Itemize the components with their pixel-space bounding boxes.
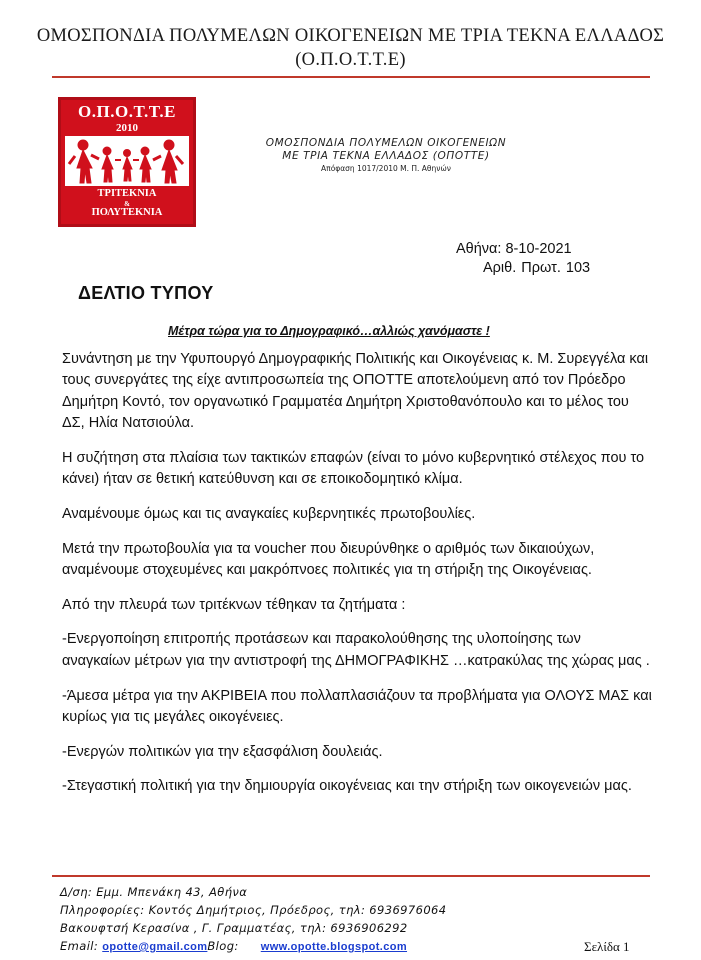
org-line1: ΟΜΟΣΠΟΝΔΙΑ ΠΟΛΥΜΕΛΩΝ ΟΙΚΟΓΕΝΕΙΩΝ	[265, 137, 507, 149]
document-header	[0, 24, 701, 72]
footer-contact	[60, 937, 660, 956]
protocol-number: Αριθ. Πρωτ. 103	[483, 260, 591, 276]
body-paragraph: -Άμεσα μέτρα για την ΑΚΡΙΒΕΙΑ που πολλαπλασιάζουν τα προβλήματα για ΟΛΟΥΣ ΜΑΣ και κυρίως για τις μεγάλες οικογένειες.	[62, 687, 652, 725]
press-release-body	[62, 349, 652, 811]
header-title-line1: ΟΜΟΣΠΟΝΔΙΑ ΠΟΛΥΜΕΛΩΝ ΟΙΚΟΓΕΝΕΙΩΝ ΜΕ ΤΡΙΑ ΤΕΚΝΑ ΕΛΛΑΔΟΣ	[36, 26, 665, 46]
page-number: Σελίδα 1	[584, 939, 630, 954]
footer-info: Πληροφορίες: Κοντός Δημήτριος, Πρόεδρος, τηλ: 6936976064	[60, 903, 447, 917]
email-label: Email:	[60, 939, 103, 953]
body-paragraph: Μετά την πρωτοβουλία για τα voucher που διευρύνθηκε ο αριθμός των δικαιούχων, αναμένουμε στοχευμένες και μακρόπνοες πολιτικές για τη στήριξη της Οικογένειας.	[62, 540, 595, 578]
logo-line2: ΠΟΛΥΤΕΚΝΙΑ	[91, 207, 163, 218]
body-paragraph: -Ενεργοποίηση επιτροπής προτάσεων και παρακολούθησης της υλοποίησης των αναγκαίων μέτρων για την αντιστροφή της ΔΗΜΟΓΡΑΦΙΚΗΣ …κατρακύλας της χώρας μας .	[62, 631, 650, 669]
organization-letterhead	[236, 137, 536, 173]
body-paragraph: Από την πλευρά των τριτέκνων τέθηκαν τα ζητήματα :	[62, 596, 406, 613]
footer-address: Δ/ση: Εμμ. Μπενάκη 43, Αθήνα	[60, 885, 248, 899]
email-link[interactable]: opotte@gmail.com	[102, 941, 208, 953]
header-divider	[52, 76, 650, 78]
document-footer	[60, 883, 660, 956]
family-figures-icon	[65, 136, 189, 186]
org-decision: Απόφαση 1017/2010 Μ. Π. Αθηνών	[321, 164, 451, 173]
body-paragraph: Αναμένουμε όμως και τις αναγκαίες κυβερνητικές πρωτοβουλίες.	[62, 505, 476, 522]
header-title-line2: (Ο.Π.Ο.Τ.Τ.Ε)	[295, 50, 406, 70]
press-release-subject: Μέτρα τώρα για το Δημογραφικό…αλλιώς χανόμαστε !	[168, 324, 490, 338]
footer-info-secondary: Βακουφτσή Κερασίνα , Γ. Γραμματέας, τηλ: 6936906292	[60, 921, 408, 935]
body-paragraph: -Στεγαστική πολιτική για την δημιουργία οικογένειας και την στήριξη των οικογενειών μας.	[62, 778, 632, 795]
document-date: Αθήνα: 8-10-2021	[456, 241, 572, 257]
body-paragraph: Η συζήτηση στα πλαίσια των τακτικών επαφών (είναι το μόνο κυβερνητικό στέλεχος που το κάνει) ήταν σε θετική κατεύθυνση και σε εποικοδομητικό κλίμα.	[62, 449, 645, 487]
org-line2: ΜΕ ΤΡΙΑ ΤΕΚΝΑ ΕΛΛΑΔΟΣ (ΟΠΟΤΤΕ)	[282, 150, 490, 162]
blog-label: Blog:	[207, 939, 243, 953]
blog-link[interactable]: www.opotte.blogspot.com	[260, 941, 408, 953]
logo-year: 2010	[116, 122, 138, 134]
body-paragraph: Συνάντηση με την Υφυπουργό Δημογραφικής Πολιτικής και Οικογένειας κ. Μ. Συρεγγέλα και τους συνεργάτες της είχε αντιπροσωπεία της ΟΠΟΤΤΕ αποτελούμενη από τον Πρόεδρο Δημήτρη Κοντό, τον οργανωτικό Γραμματέα Δημήτρη Χριστοθανόπουλο και το μέλος του ΔΣ, Ηλία Νατσιούλα.	[62, 351, 649, 431]
logo-line1: ΤΡΙΤΕΚΝΙΑ	[97, 188, 157, 199]
organization-logo	[58, 97, 196, 227]
body-paragraph: -Ενεργών πολιτικών για την εξασφάλιση δουλειάς.	[62, 743, 383, 760]
logo-title: Ο.Π.Ο.Τ.Τ.Ε	[78, 102, 176, 121]
logo-amp: &	[124, 200, 130, 208]
press-release-title: ΔΕΛΤΙΟ ΤΥΠΟΥ	[78, 283, 214, 303]
footer-divider	[52, 875, 650, 877]
